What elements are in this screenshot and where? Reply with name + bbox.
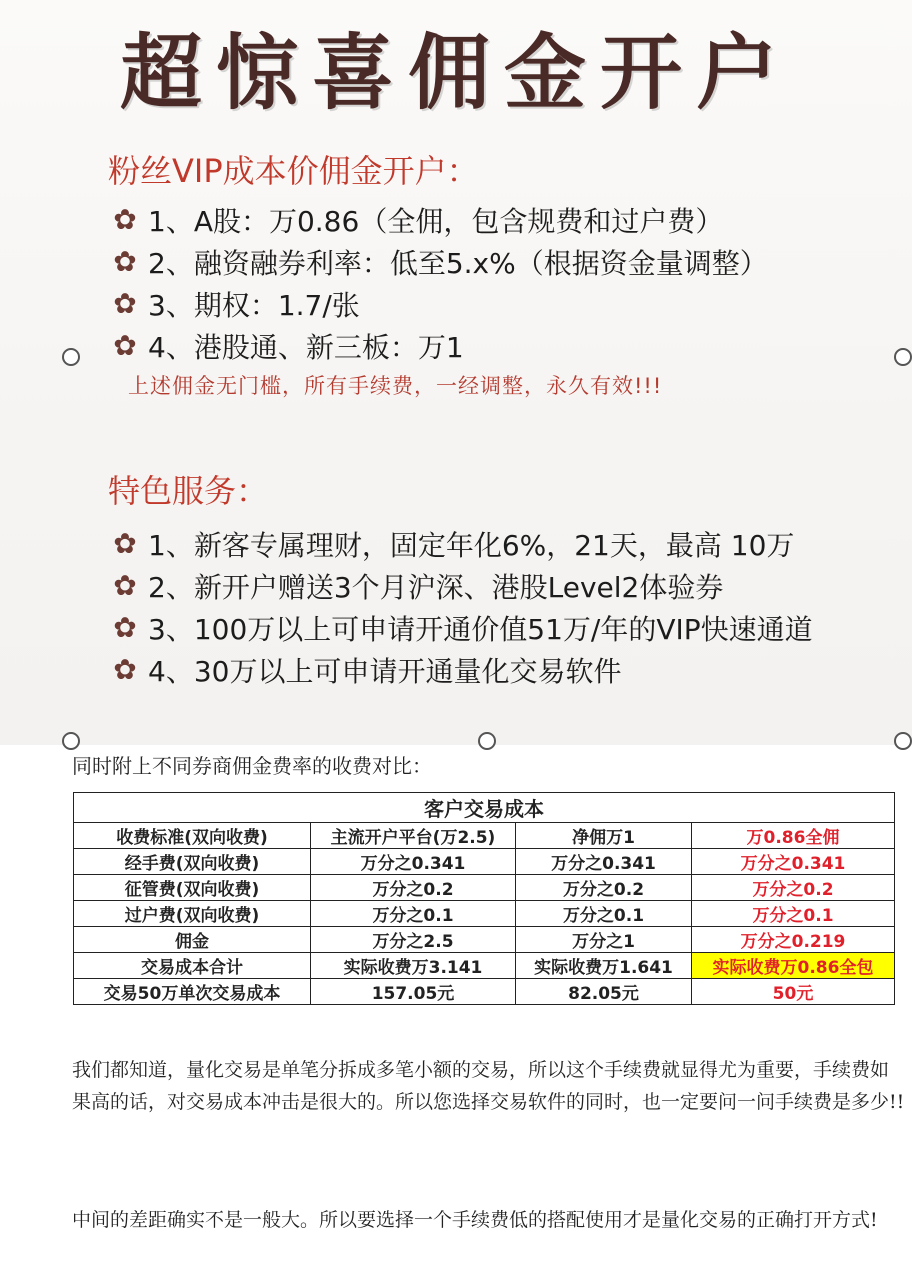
cost-table — [73, 792, 895, 1005]
table-row: 经手费(双向收费) 万分之0.341 万分之0.341 万分之0.341 — [74, 849, 895, 875]
flower-icon: ✿ — [113, 287, 137, 320]
list-item: ✿ 2、融资融券利率：低至5.x%（根据资金量调整） — [113, 245, 768, 280]
resize-handle-bottom[interactable] — [478, 732, 496, 750]
body-paragraph: 中间的差距确实不是一般大。所以要选择一个手续费低的搭配使用才是量化交易的正确打开方式! — [72, 1209, 878, 1231]
section-title-services: 特色服务： — [108, 472, 269, 510]
list-item: ✿ 3、100万以上可申请开通价值51万/年的VIP快速通道 — [113, 611, 813, 646]
flower-icon: ✿ — [113, 569, 137, 602]
flower-icon: ✿ — [113, 527, 137, 560]
promo-headline: 超惊喜佣金开户 — [119, 25, 792, 121]
list-item: ✿ 4、30万以上可申请开通量化交易软件 — [113, 653, 622, 688]
table-row: 收费标准(双向收费) 主流开户平台(万2.5) 净佣万1 万0.86全佣 — [74, 823, 895, 849]
list-item: ✿ 2、新开户赠送3个月沪深、港股Level2体验券 — [113, 569, 724, 604]
body-paragraph: 我们都知道，量化交易是单笔分拆成多笔小额的交易，所以这个手续费就显得尤为重要，手续费如果高的话，对交易成本冲击是很大的。所以您选择交易软件的同时，也一定要问一问手续费是多少!! — [72, 1059, 905, 1113]
table-row: 佣金 万分之2.5 万分之1 万分之0.219 — [74, 927, 895, 953]
resize-handle-left[interactable] — [62, 348, 80, 366]
list-item: ✿ 3、期权：1.7/张 — [113, 287, 360, 322]
flower-icon: ✿ — [113, 611, 137, 644]
table-row: 交易成本合计 实际收费万3.141 实际收费万1.641 实际收费万0.86全包 — [74, 953, 895, 979]
table-row: 交易50万单次交易成本 157.05元 82.05元 50元 — [74, 979, 895, 1005]
list-item: ✿ 1、新客专属理财，固定年化6%，21天，最高 10万 — [113, 527, 795, 562]
resize-handle-bottom-right[interactable] — [894, 732, 912, 750]
flower-icon: ✿ — [113, 653, 137, 686]
flower-icon: ✿ — [113, 329, 137, 362]
list-item: ✿ 4、港股通、新三板：万1 — [113, 329, 464, 364]
flower-icon: ✿ — [113, 203, 137, 236]
list-item: ✿ 1、A股：万0.86（全佣，包含规费和过户费） — [113, 203, 724, 238]
promo-note: 上述佣金无门槛，所有手续费，一经调整，永久有效!!! — [128, 374, 663, 398]
flower-icon: ✿ — [113, 245, 137, 278]
intro-text: 同时附上不同券商佣金费率的收费对比： — [72, 754, 432, 778]
highlight-cell: 实际收费万0.86全包 — [692, 953, 895, 979]
section-title-vip: 粉丝VIP成本价佣金开户： — [108, 152, 479, 190]
table-title: 客户交易成本 — [74, 793, 895, 823]
resize-handle-bottom-left[interactable] — [62, 732, 80, 750]
resize-handle-right[interactable] — [894, 348, 912, 366]
table-row: 过户费(双向收费) 万分之0.1 万分之0.1 万分之0.1 — [74, 901, 895, 927]
table-row: 征管费(双向收费) 万分之0.2 万分之0.2 万分之0.2 — [74, 875, 895, 901]
